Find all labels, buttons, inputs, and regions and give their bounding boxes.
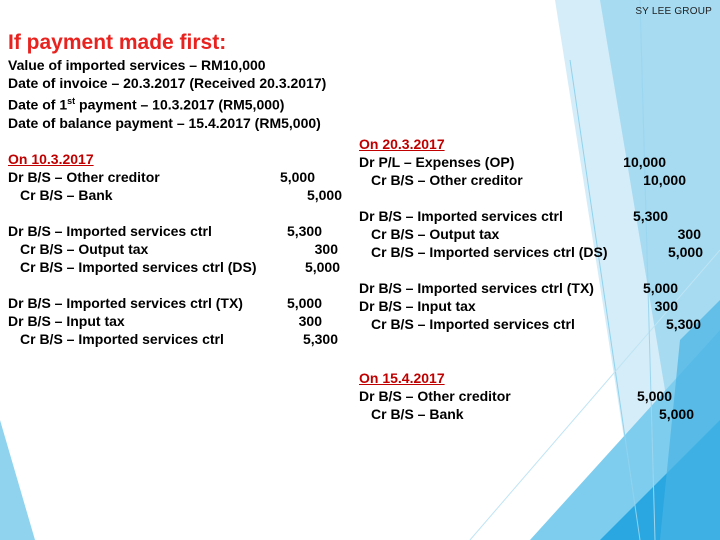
journal-amount: 300 [654, 298, 678, 314]
brand-label: SY LEE GROUP [635, 6, 712, 17]
left-date-header: On 10.3.2017 [8, 151, 94, 167]
intro-text: payment – 10.3.2017 (RM5,000) [75, 96, 285, 113]
journal-amount: 10,000 [623, 154, 666, 170]
intro-line: Date of invoice – 20.3.2017 (Received 20.3.2017) [8, 75, 327, 91]
journal-amount: 300 [677, 226, 701, 242]
journal-label: Cr B/S – Bank [371, 406, 464, 422]
journal-amount: 5,000 [304, 259, 340, 275]
journal-amount: 5,000 [286, 295, 322, 311]
journal-label: Cr B/S – Bank [20, 187, 113, 203]
journal-label: Dr B/S – Imported services ctrl [8, 223, 212, 239]
journal-amount: 10,000 [643, 172, 686, 188]
journal-amount: 5,000 [658, 406, 694, 422]
journal-amount: 5,300 [665, 316, 701, 332]
journal-label: Cr B/S – Output tax [20, 241, 149, 257]
journal-label: Cr B/S – Output tax [371, 226, 500, 242]
journal-label: Dr P/L – Expenses (OP) [359, 154, 515, 170]
journal-label: Dr B/S – Imported services ctrl (TX) [8, 295, 243, 311]
journal-amount: 5,300 [302, 331, 338, 347]
journal-label: Cr B/S – Imported services ctrl (DS) [371, 244, 608, 260]
journal-label: Dr B/S – Imported services ctrl [359, 208, 563, 224]
journal-amount: 5,300 [286, 223, 322, 239]
intro-superscript: st [67, 96, 76, 106]
intro-line: Value of imported services – RM10,000 [8, 57, 266, 73]
intro-text: Date of 1 [8, 96, 68, 113]
right-date-header-1: On 20.3.2017 [359, 136, 445, 152]
intro-line [8, 92, 326, 114]
journal-amount: 300 [298, 313, 322, 329]
journal-amount: 5,300 [632, 208, 668, 224]
journal-amount: 5,000 [306, 187, 342, 203]
journal-amount: 5,000 [279, 169, 315, 185]
intro-block [8, 56, 326, 132]
journal-label: Cr B/S – Imported services ctrl (DS) [20, 259, 257, 275]
journal-label: Cr B/S – Imported services ctrl [20, 331, 224, 347]
journal-label: Dr B/S – Input tax [359, 298, 476, 314]
journal-label: Cr B/S – Imported services ctrl [371, 316, 575, 332]
journal-amount: 5,000 [642, 280, 678, 296]
journal-label: Cr B/S – Other creditor [371, 172, 523, 188]
journal-label: Dr B/S – Other creditor [8, 169, 160, 185]
page-title: If payment made first: [8, 31, 227, 54]
journal-amount: 300 [314, 241, 338, 257]
journal-amount: 5,000 [667, 244, 703, 260]
journal-label: Dr B/S – Other creditor [359, 388, 511, 404]
intro-line: Date of balance payment – 15.4.2017 (RM5,000) [8, 114, 321, 131]
journal-label: Dr B/S – Input tax [8, 313, 125, 329]
journal-label: Dr B/S – Imported services ctrl (TX) [359, 280, 594, 296]
right-date-header-2: On 15.4.2017 [359, 370, 445, 386]
journal-amount: 5,000 [636, 388, 672, 404]
